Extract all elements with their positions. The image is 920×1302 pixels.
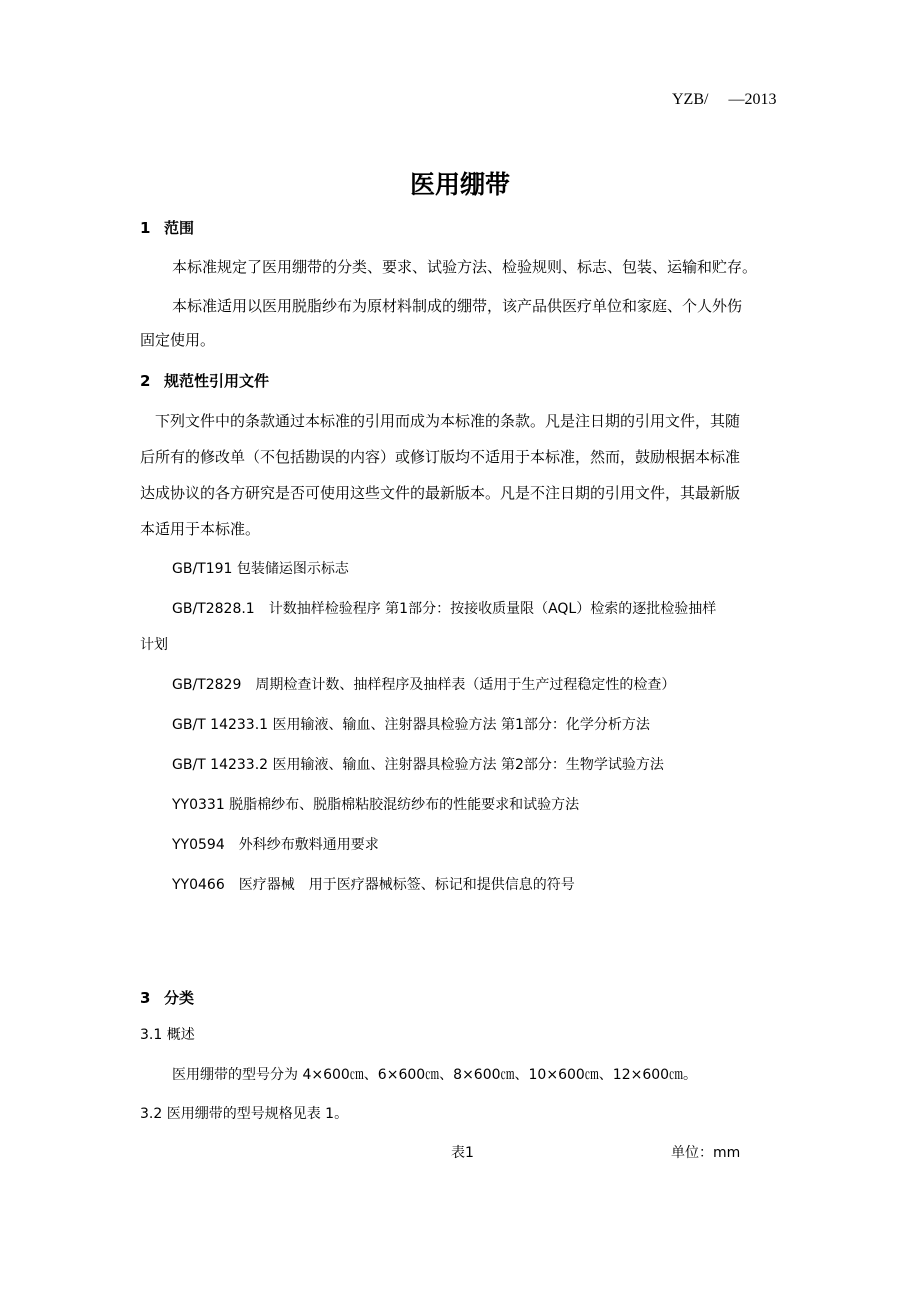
- section-title: 分类: [164, 989, 195, 1007]
- subsection-3-2-heading: 3.2 医用绷带的型号规格见表 1。: [140, 1106, 349, 1122]
- section-2-intro-line-2: 后所有的修改单（不包括勘误的内容）或修订版均不适用于本标准，然而，鼓励根据本标准: [140, 448, 741, 466]
- section-number: 3: [140, 989, 151, 1007]
- reference-item: GB/T2828.1 计数抽样检验程序 第1部分：按接收质量限（AQL）检索的逐批检验抽样: [172, 601, 717, 617]
- section-1-heading: [140, 217, 194, 238]
- section-2-intro-line-3: 达成协议的各方研究是否可使用这些文件的最新版本。凡是不注日期的引用文件，其最新版: [140, 484, 741, 502]
- reference-item: YY0594 外科纱布敷料通用要求: [172, 837, 379, 853]
- reference-item-continuation: 计划: [140, 637, 168, 653]
- section-title: 规范性引用文件: [164, 372, 270, 390]
- subsection-3-1-heading: 3.1 概述: [140, 1027, 195, 1043]
- section-title: 范围: [164, 219, 195, 237]
- section-2-heading: [140, 370, 269, 391]
- section-1-para-1: 本标准规定了医用绷带的分类、要求、试验方法、检验规则、标志、包装、运输和贮存。: [172, 258, 758, 276]
- document-title: 医用绷带: [409, 170, 510, 199]
- section-3-heading: [140, 987, 194, 1008]
- reference-item: GB/T 14233.2 医用输液、输血、注射器具检验方法 第2部分：生物学试验方法: [172, 757, 664, 773]
- reference-item: GB/T191 包装储运图示标志: [172, 561, 349, 577]
- section-number: 1: [140, 219, 151, 237]
- section-1-para-2-line-2: 固定使用。: [140, 331, 216, 349]
- section-number: 2: [140, 372, 151, 390]
- reference-item: YY0466 医疗器械 用于医疗器械标签、标记和提供信息的符号: [172, 877, 575, 893]
- table-caption: 表1: [451, 1145, 474, 1161]
- section-2-intro-line-1: 下列文件中的条款通过本标准的引用而成为本标准的条款。凡是注日期的引用文件，其随: [155, 412, 741, 430]
- table-unit: 单位：mm: [671, 1145, 741, 1161]
- section-1-para-2-line-1: 本标准适用以医用脱脂纱布为原材料制成的绷带，该产品供医疗单位和家庭、个人外伤: [172, 297, 743, 315]
- reference-item: GB/T2829 周期检查计数、抽样程序及抽样表（适用于生产过程稳定性的检查）: [172, 677, 676, 693]
- reference-item: YY0331 脱脂棉纱布、脱脂棉粘胶混纺纱布的性能要求和试验方法: [172, 797, 580, 813]
- standard-code: YZB/ —2013: [672, 91, 777, 108]
- reference-item: GB/T 14233.1 医用输液、输血、注射器具检验方法 第1部分：化学分析方法: [172, 717, 650, 733]
- subsection-3-1-text: 医用绷带的型号分为 4×600㎝、6×600㎝、8×600㎝、10×600㎝、12×600㎝。: [172, 1067, 698, 1083]
- section-2-intro-line-4: 本适用于本标准。: [140, 520, 261, 538]
